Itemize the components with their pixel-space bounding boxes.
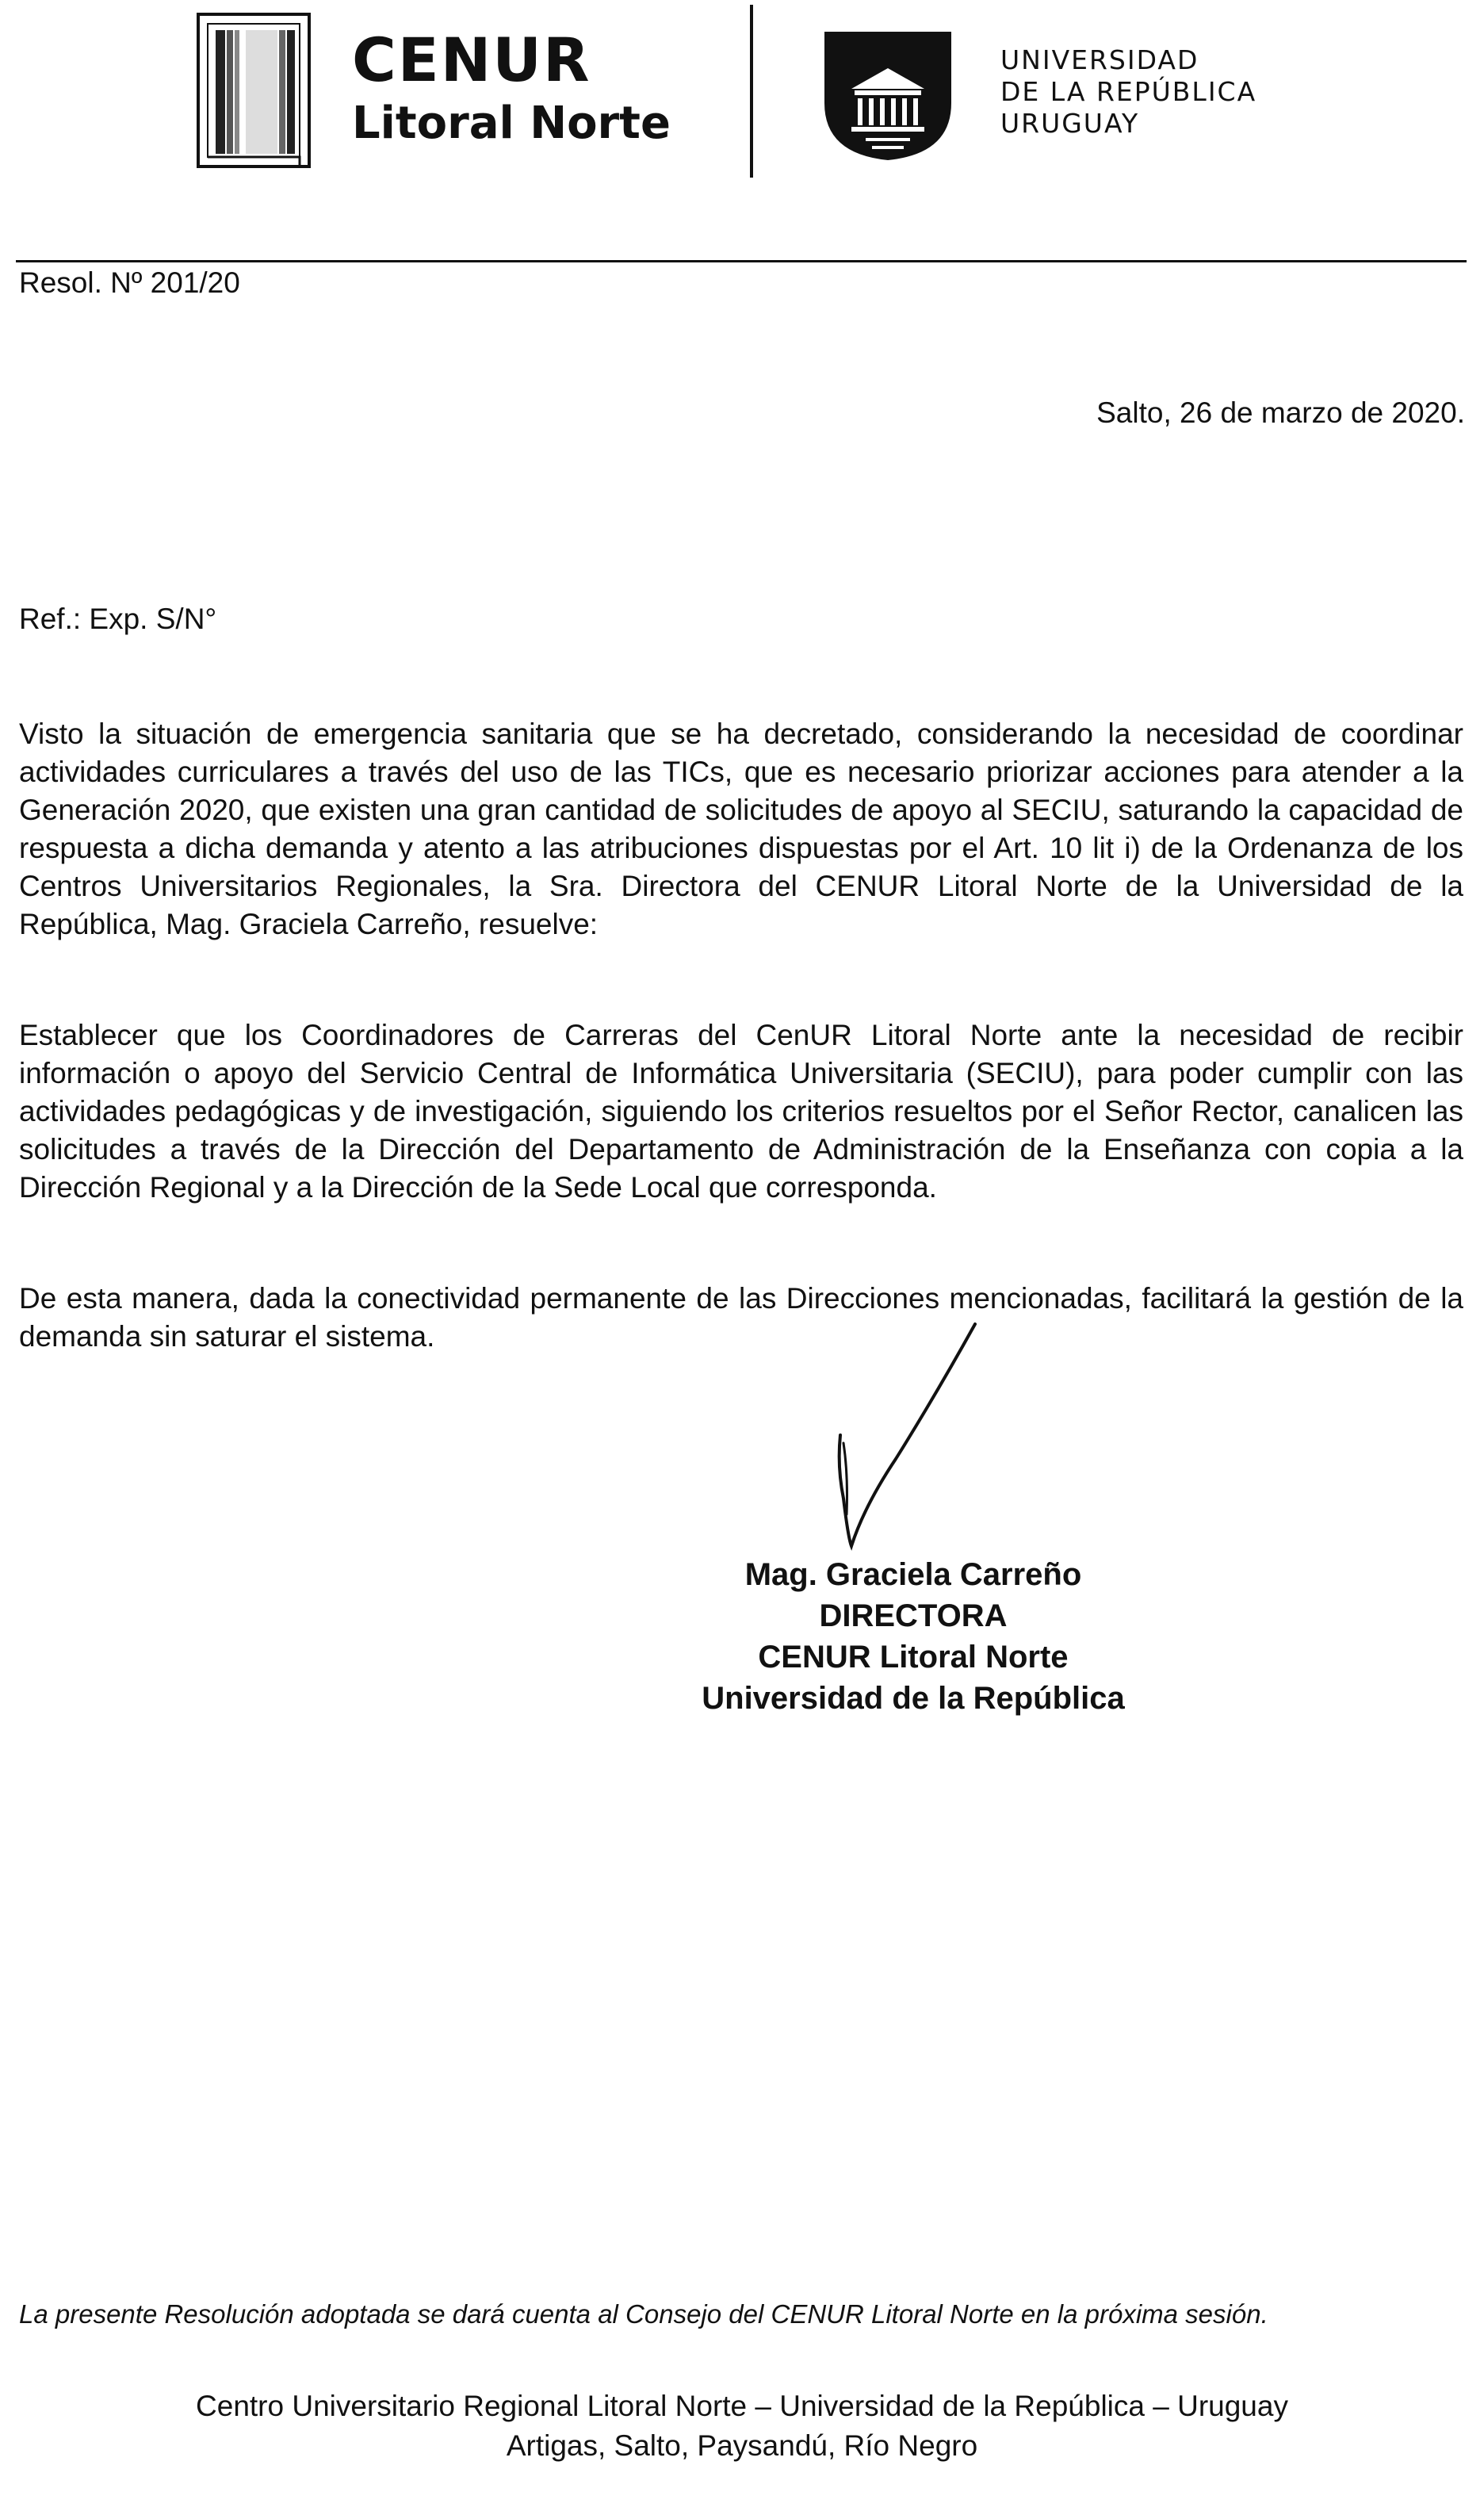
footer-address-line-1: Centro Universitario Regional Litoral Norte – Universidad de la República – Uruguay — [196, 2390, 1288, 2422]
signatory-title: DIRECTORA — [819, 1598, 1008, 1633]
cenur-title: CENUR — [352, 25, 591, 95]
university-line-1: UNIVERSIDAD — [1000, 44, 1199, 75]
paragraph-considerations: Visto la situación de emergencia sanitaria que se ha decretado, considerando la necesidad de coordinar actividades curriculares a través del uso de las TICs, que es necesario priorizar acciones para atender a la Generación 2020, que existen una gran cantidad de solicitudes de apoyo al SECIU, saturando la capacidad de respuesta a dicha demanda y atento a las atribuciones dispuestas por el Art. 10 lit i) de la Ordenanza de los Centros Universitarios Regionales, la Sra. Directora del CENUR Litoral Norte de la Universidad de la República, Mag. Graciela Carreño, resuelve: — [19, 718, 1463, 940]
resolution-number: Resol. Nº 201/20 — [19, 266, 240, 299]
cenur-logo-icon — [197, 13, 311, 168]
handwritten-signature — [817, 1308, 1007, 1562]
footer-address-line-2: Artigas, Salto, Paysandú, Río Negro — [506, 2429, 978, 2462]
paragraph-resolution: Establecer que los Coordinadores de Carreras del CenUR Litoral Norte ante la necesidad de recibir información o apoyo del Servicio Central de Informática Universitaria (SECIU), para poder cumplir con las actividades pedagógicas y de investigación, siguiendo los criterios resueltos por el Señor Rector, canalicen las solicitudes a través de la Dirección del Departamento de Administración de la Enseñanza con copia a la Dirección Regional y a la Dirección de la Sede Local que corresponda. — [19, 1019, 1463, 1204]
paragraph-conclusion: De esta manera, dada la conectividad permanente de las Direcciones mencionadas, facilitará la gestión de la demanda sin saturar el sistema. — [19, 1282, 1463, 1353]
signatory-organization: CENUR Litoral Norte — [758, 1640, 1069, 1675]
signature-block — [612, 1554, 1214, 1719]
cenur-wordmark — [352, 25, 671, 149]
university-line-3: URUGUAY — [1000, 108, 1140, 139]
document-date: Salto, 26 de marzo de 2020. — [1096, 396, 1465, 429]
university-seal-icon — [820, 27, 956, 163]
signatory-name: Mag. Graciela Carreño — [744, 1557, 1082, 1592]
file-reference: Ref.: Exp. S/N° — [19, 603, 217, 635]
signatory-university: Universidad de la República — [702, 1681, 1125, 1716]
footer-address — [0, 2387, 1484, 2466]
header-divider — [750, 5, 753, 178]
footer-note: La presente Resolución adoptada se dará cuenta al Consejo del CENUR Litoral Norte en la próxima sesión. — [19, 2299, 1268, 2329]
cenur-subtitle: Litoral Norte — [352, 98, 671, 149]
university-line-2: DE LA REPÚBLICA — [1000, 76, 1257, 107]
letterhead — [0, 0, 1484, 262]
university-name — [1000, 44, 1256, 140]
header-rule — [16, 260, 1467, 262]
